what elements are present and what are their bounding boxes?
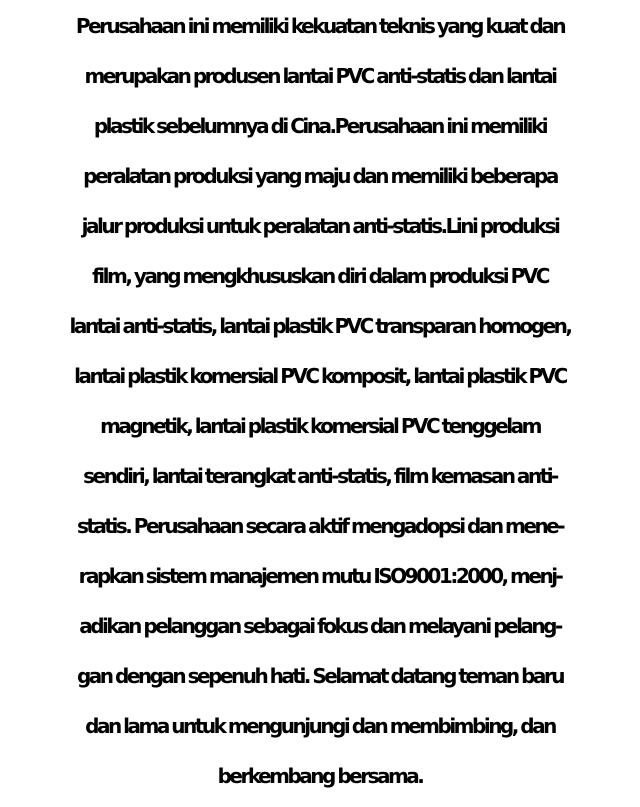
paragraph-line-16: berkembang bersama. xyxy=(217,764,423,788)
paragraph-line-11: statis. Perusahaan secara aktif mengadopsi dan mene- xyxy=(76,514,564,538)
paragraph-line-4: peralatan produksi yang maju dan memiliki beberapa xyxy=(83,164,557,188)
paragraph-line-1: Perusahaan ini memiliki kekuatan teknis yang kuat dan xyxy=(75,14,565,38)
paragraph-line-5: jalur produksi untuk peralatan anti-statis.Lini produksi xyxy=(81,214,559,238)
paragraph-line-13: adikan pelanggan sebagai fokus dan melayani pelang- xyxy=(79,614,561,638)
paragraph-line-6: film, yang mengkhususkan diri dalam produksi PVC xyxy=(92,264,548,288)
paragraph-line-8: lantai plastik komersial PVC komposit, lantai plastik PVC xyxy=(74,364,566,388)
paragraph-line-2: merupakan produsen lantai PVC anti-statis dan lantai xyxy=(84,64,556,88)
paragraph-line-7: lantai anti-statis, lantai plastik PVC transparan homogen, xyxy=(69,314,571,338)
paragraph-line-9: magnetik, lantai plastik komersial PVC tenggelam xyxy=(100,414,540,438)
company-description-paragraph xyxy=(0,7,640,807)
paragraph-line-14: gan dengan sepenuh hati. Selamat datang teman baru xyxy=(76,664,564,688)
paragraph-line-15: dan lama untuk mengunjungi dan membimbing, dan xyxy=(85,714,555,738)
paragraph-line-12: rapkan sistem manajemen mutu ISO9001:2000, menj- xyxy=(78,564,562,588)
paragraph-line-3: plastik sebelumnya di Cina.Perusahaan ini memiliki xyxy=(93,114,547,138)
paragraph-line-10: sendiri, lantai terangkat anti-statis, film kemasan anti- xyxy=(83,464,557,488)
